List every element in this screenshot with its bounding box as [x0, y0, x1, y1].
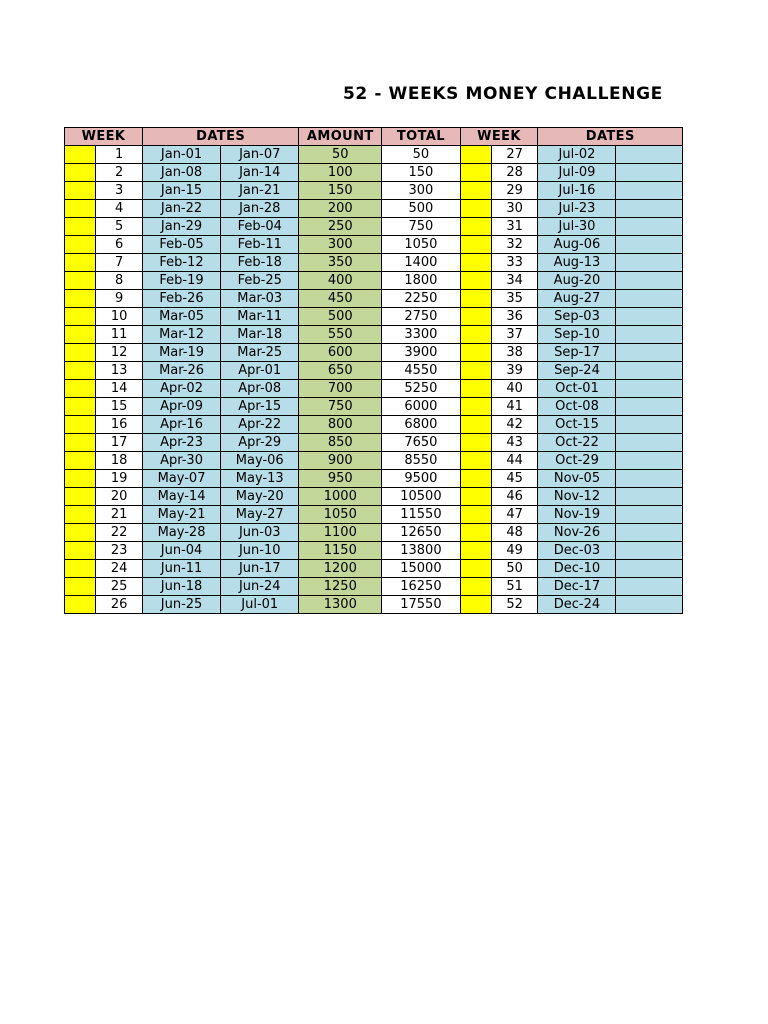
paid-checkbox-cell[interactable] [460, 200, 491, 218]
week-start-date-cell: Aug-06 [538, 236, 616, 254]
total-cell: 5250 [382, 380, 460, 398]
week-start-date-cell: Nov-19 [538, 506, 616, 524]
amount-cell: 250 [299, 218, 382, 236]
week-number-cell: 52 [491, 596, 538, 614]
week-end-date-cell [616, 434, 683, 452]
week-number-cell: 28 [491, 164, 538, 182]
week-start-date-cell: Dec-17 [538, 578, 616, 596]
week-start-date-cell: Jul-09 [538, 164, 616, 182]
total-cell: 6000 [382, 398, 460, 416]
week-number-cell: 50 [491, 560, 538, 578]
total-cell: 13800 [382, 542, 460, 560]
week-number-cell: 1 [96, 146, 143, 164]
paid-checkbox-cell[interactable] [460, 182, 491, 200]
week-start-date-cell: Oct-08 [538, 398, 616, 416]
week-number-cell: 16 [96, 416, 143, 434]
header-row [65, 128, 683, 146]
amount-cell: 550 [299, 326, 382, 344]
total-cell: 1400 [382, 254, 460, 272]
paid-checkbox-cell[interactable] [460, 344, 491, 362]
paid-checkbox-cell[interactable] [65, 290, 96, 308]
amount-cell: 1050 [299, 506, 382, 524]
amount-cell: 1000 [299, 488, 382, 506]
amount-cell: 500 [299, 308, 382, 326]
week-start-date-cell: Jan-08 [142, 164, 220, 182]
paid-checkbox-cell[interactable] [65, 326, 96, 344]
week-number-cell: 14 [96, 380, 143, 398]
header-total: TOTAL [382, 128, 460, 146]
total-cell: 750 [382, 218, 460, 236]
week-end-date-cell [616, 542, 683, 560]
amount-cell: 100 [299, 164, 382, 182]
total-cell: 4550 [382, 362, 460, 380]
week-start-date-cell: Jul-30 [538, 218, 616, 236]
week-start-date-cell: Jun-11 [142, 560, 220, 578]
paid-checkbox-cell[interactable] [460, 506, 491, 524]
week-number-cell: 3 [96, 182, 143, 200]
table-row [65, 434, 683, 452]
week-number-cell: 8 [96, 272, 143, 290]
table-row [65, 506, 683, 524]
week-number-cell: 4 [96, 200, 143, 218]
week-end-date-cell: Jan-14 [221, 164, 299, 182]
paid-checkbox-cell[interactable] [460, 452, 491, 470]
week-start-date-cell: Jan-01 [142, 146, 220, 164]
week-number-cell: 31 [491, 218, 538, 236]
week-end-date-cell: Jan-07 [221, 146, 299, 164]
week-end-date-cell: Feb-11 [221, 236, 299, 254]
week-number-cell: 17 [96, 434, 143, 452]
week-number-cell: 45 [491, 470, 538, 488]
paid-checkbox-cell[interactable] [460, 434, 491, 452]
paid-checkbox-cell[interactable] [460, 236, 491, 254]
table-row [65, 596, 683, 614]
week-start-date-cell: May-28 [142, 524, 220, 542]
amount-cell: 1100 [299, 524, 382, 542]
amount-cell: 800 [299, 416, 382, 434]
week-number-cell: 10 [96, 308, 143, 326]
week-start-date-cell: May-21 [142, 506, 220, 524]
amount-cell: 50 [299, 146, 382, 164]
paid-checkbox-cell[interactable] [460, 470, 491, 488]
week-start-date-cell: Jun-04 [142, 542, 220, 560]
week-number-cell: 49 [491, 542, 538, 560]
week-number-cell: 37 [491, 326, 538, 344]
week-end-date-cell [616, 200, 683, 218]
paid-checkbox-cell[interactable] [65, 524, 96, 542]
table-row [65, 290, 683, 308]
total-cell: 6800 [382, 416, 460, 434]
paid-checkbox-cell[interactable] [65, 578, 96, 596]
week-start-date-cell: Jan-22 [142, 200, 220, 218]
week-end-date-cell: Mar-25 [221, 344, 299, 362]
week-end-date-cell: May-06 [221, 452, 299, 470]
week-start-date-cell: Nov-26 [538, 524, 616, 542]
week-end-date-cell: Jul-01 [221, 596, 299, 614]
week-number-cell: 18 [96, 452, 143, 470]
amount-cell: 1200 [299, 560, 382, 578]
paid-checkbox-cell[interactable] [65, 200, 96, 218]
week-start-date-cell: Jan-29 [142, 218, 220, 236]
week-number-cell: 24 [96, 560, 143, 578]
week-start-date-cell: Sep-24 [538, 362, 616, 380]
week-end-date-cell: Apr-22 [221, 416, 299, 434]
week-end-date-cell: Jun-10 [221, 542, 299, 560]
week-end-date-cell: Feb-25 [221, 272, 299, 290]
week-end-date-cell [616, 218, 683, 236]
week-start-date-cell: Apr-02 [142, 380, 220, 398]
amount-cell: 850 [299, 434, 382, 452]
week-end-date-cell: Apr-08 [221, 380, 299, 398]
amount-cell: 650 [299, 362, 382, 380]
total-cell: 15000 [382, 560, 460, 578]
total-cell: 16250 [382, 578, 460, 596]
paid-checkbox-cell[interactable] [460, 398, 491, 416]
paid-checkbox-cell[interactable] [65, 560, 96, 578]
week-end-date-cell: Apr-15 [221, 398, 299, 416]
paid-checkbox-cell[interactable] [65, 470, 96, 488]
paid-checkbox-cell[interactable] [460, 308, 491, 326]
total-cell: 11550 [382, 506, 460, 524]
week-number-cell: 40 [491, 380, 538, 398]
total-cell: 50 [382, 146, 460, 164]
week-start-date-cell: Apr-23 [142, 434, 220, 452]
week-start-date-cell: Apr-09 [142, 398, 220, 416]
week-end-date-cell [616, 578, 683, 596]
paid-checkbox-cell[interactable] [65, 182, 96, 200]
week-start-date-cell: Jul-02 [538, 146, 616, 164]
total-cell: 17550 [382, 596, 460, 614]
table-row [65, 182, 683, 200]
week-number-cell: 36 [491, 308, 538, 326]
paid-checkbox-cell[interactable] [65, 596, 96, 614]
week-end-date-cell: Jan-21 [221, 182, 299, 200]
week-end-date-cell [616, 488, 683, 506]
week-start-date-cell: Feb-12 [142, 254, 220, 272]
week-start-date-cell: May-14 [142, 488, 220, 506]
week-number-cell: 21 [96, 506, 143, 524]
week-number-cell: 44 [491, 452, 538, 470]
week-start-date-cell: Sep-17 [538, 344, 616, 362]
week-number-cell: 26 [96, 596, 143, 614]
week-number-cell: 29 [491, 182, 538, 200]
week-start-date-cell: Jul-16 [538, 182, 616, 200]
total-cell: 300 [382, 182, 460, 200]
week-end-date-cell [616, 326, 683, 344]
week-end-date-cell [616, 236, 683, 254]
week-number-cell: 2 [96, 164, 143, 182]
amount-cell: 1300 [299, 596, 382, 614]
week-number-cell: 35 [491, 290, 538, 308]
week-start-date-cell: Apr-16 [142, 416, 220, 434]
week-number-cell: 7 [96, 254, 143, 272]
week-start-date-cell: Aug-13 [538, 254, 616, 272]
week-end-date-cell [616, 470, 683, 488]
table-row [65, 452, 683, 470]
week-end-date-cell [616, 560, 683, 578]
week-start-date-cell: Apr-30 [142, 452, 220, 470]
week-number-cell: 22 [96, 524, 143, 542]
paid-checkbox-cell[interactable] [65, 398, 96, 416]
week-start-date-cell: Mar-05 [142, 308, 220, 326]
week-end-date-cell: Mar-18 [221, 326, 299, 344]
total-cell: 8550 [382, 452, 460, 470]
week-end-date-cell [616, 398, 683, 416]
week-end-date-cell: Apr-29 [221, 434, 299, 452]
paid-checkbox-cell[interactable] [65, 254, 96, 272]
paid-checkbox-cell[interactable] [460, 164, 491, 182]
amount-cell: 350 [299, 254, 382, 272]
week-end-date-cell [616, 380, 683, 398]
table-row [65, 164, 683, 182]
week-number-cell: 39 [491, 362, 538, 380]
week-start-date-cell: Nov-12 [538, 488, 616, 506]
week-start-date-cell: Jul-23 [538, 200, 616, 218]
amount-cell: 200 [299, 200, 382, 218]
total-cell: 1050 [382, 236, 460, 254]
week-start-date-cell: Mar-26 [142, 362, 220, 380]
week-start-date-cell: Feb-05 [142, 236, 220, 254]
page-title: 52 - WEEKS MONEY CHALLENGE [343, 84, 663, 104]
table-row [65, 218, 683, 236]
week-number-cell: 12 [96, 344, 143, 362]
week-start-date-cell: Jun-25 [142, 596, 220, 614]
paid-checkbox-cell[interactable] [65, 218, 96, 236]
table-row [65, 326, 683, 344]
table-row [65, 380, 683, 398]
paid-checkbox-cell[interactable] [65, 236, 96, 254]
paid-checkbox-cell[interactable] [65, 416, 96, 434]
week-end-date-cell: Apr-01 [221, 362, 299, 380]
paid-checkbox-cell[interactable] [460, 254, 491, 272]
week-number-cell: 30 [491, 200, 538, 218]
paid-checkbox-cell[interactable] [460, 290, 491, 308]
week-end-date-cell [616, 506, 683, 524]
week-end-date-cell: Jun-24 [221, 578, 299, 596]
table-row [65, 578, 683, 596]
week-number-cell: 13 [96, 362, 143, 380]
total-cell: 12650 [382, 524, 460, 542]
week-start-date-cell: Oct-29 [538, 452, 616, 470]
week-end-date-cell [616, 308, 683, 326]
table-row [65, 146, 683, 164]
week-start-date-cell: Dec-03 [538, 542, 616, 560]
week-end-date-cell: Mar-03 [221, 290, 299, 308]
week-number-cell: 34 [491, 272, 538, 290]
week-end-date-cell: Feb-04 [221, 218, 299, 236]
week-number-cell: 32 [491, 236, 538, 254]
amount-cell: 900 [299, 452, 382, 470]
week-end-date-cell [616, 524, 683, 542]
amount-cell: 1250 [299, 578, 382, 596]
paid-checkbox-cell[interactable] [65, 344, 96, 362]
week-end-date-cell: Jun-03 [221, 524, 299, 542]
paid-checkbox-cell[interactable] [65, 380, 96, 398]
week-end-date-cell [616, 254, 683, 272]
week-number-cell: 6 [96, 236, 143, 254]
week-end-date-cell [616, 596, 683, 614]
week-number-cell: 43 [491, 434, 538, 452]
week-start-date-cell: Mar-12 [142, 326, 220, 344]
table-row [65, 308, 683, 326]
week-number-cell: 48 [491, 524, 538, 542]
week-start-date-cell: Sep-10 [538, 326, 616, 344]
paid-checkbox-cell[interactable] [460, 488, 491, 506]
table-row [65, 236, 683, 254]
paid-checkbox-cell[interactable] [65, 272, 96, 290]
week-start-date-cell: Aug-20 [538, 272, 616, 290]
table-row [65, 362, 683, 380]
paid-checkbox-cell[interactable] [460, 272, 491, 290]
week-start-date-cell: May-07 [142, 470, 220, 488]
week-number-cell: 20 [96, 488, 143, 506]
total-cell: 2250 [382, 290, 460, 308]
week-end-date-cell [616, 146, 683, 164]
header-week-second-half: WEEK [460, 128, 538, 146]
paid-checkbox-cell[interactable] [65, 308, 96, 326]
paid-checkbox-cell[interactable] [460, 542, 491, 560]
table-row [65, 254, 683, 272]
table-row [65, 272, 683, 290]
total-cell: 10500 [382, 488, 460, 506]
week-end-date-cell: Jan-28 [221, 200, 299, 218]
amount-cell: 450 [299, 290, 382, 308]
week-number-cell: 38 [491, 344, 538, 362]
paid-checkbox-cell[interactable] [460, 380, 491, 398]
week-number-cell: 27 [491, 146, 538, 164]
table-row [65, 542, 683, 560]
paid-checkbox-cell[interactable] [460, 560, 491, 578]
paid-checkbox-cell[interactable] [460, 362, 491, 380]
week-number-cell: 33 [491, 254, 538, 272]
header-dates: DATES [142, 128, 298, 146]
amount-cell: 300 [299, 236, 382, 254]
week-end-date-cell: May-27 [221, 506, 299, 524]
challenge-table-viewport [64, 127, 683, 621]
week-number-cell: 41 [491, 398, 538, 416]
week-start-date-cell: Oct-15 [538, 416, 616, 434]
paid-checkbox-cell[interactable] [65, 488, 96, 506]
week-start-date-cell: Oct-22 [538, 434, 616, 452]
header-dates-second-half: DATES [538, 128, 683, 146]
header-week: WEEK [65, 128, 143, 146]
table-row [65, 398, 683, 416]
total-cell: 3900 [382, 344, 460, 362]
week-end-date-cell: Feb-18 [221, 254, 299, 272]
week-start-date-cell: Jun-18 [142, 578, 220, 596]
paid-checkbox-cell[interactable] [65, 434, 96, 452]
paid-checkbox-cell[interactable] [460, 596, 491, 614]
paid-checkbox-cell[interactable] [460, 218, 491, 236]
paid-checkbox-cell[interactable] [460, 578, 491, 596]
week-start-date-cell: Dec-10 [538, 560, 616, 578]
total-cell: 150 [382, 164, 460, 182]
paid-checkbox-cell[interactable] [65, 542, 96, 560]
paid-checkbox-cell[interactable] [65, 452, 96, 470]
week-end-date-cell [616, 452, 683, 470]
table-row [65, 488, 683, 506]
week-end-date-cell [616, 290, 683, 308]
week-start-date-cell: Feb-26 [142, 290, 220, 308]
paid-checkbox-cell[interactable] [460, 524, 491, 542]
total-cell: 2750 [382, 308, 460, 326]
week-start-date-cell: Aug-27 [538, 290, 616, 308]
week-end-date-cell: Mar-11 [221, 308, 299, 326]
paid-checkbox-cell[interactable] [65, 506, 96, 524]
table-row [65, 416, 683, 434]
week-end-date-cell: May-13 [221, 470, 299, 488]
week-start-date-cell: Sep-03 [538, 308, 616, 326]
challenge-table [64, 127, 683, 614]
week-number-cell: 46 [491, 488, 538, 506]
week-end-date-cell [616, 362, 683, 380]
table-row [65, 560, 683, 578]
total-cell: 7650 [382, 434, 460, 452]
table-row [65, 344, 683, 362]
table-row [65, 200, 683, 218]
week-start-date-cell: Dec-24 [538, 596, 616, 614]
week-number-cell: 11 [96, 326, 143, 344]
total-cell: 1800 [382, 272, 460, 290]
week-end-date-cell [616, 164, 683, 182]
week-number-cell: 5 [96, 218, 143, 236]
week-number-cell: 23 [96, 542, 143, 560]
week-end-date-cell [616, 416, 683, 434]
week-end-date-cell [616, 344, 683, 362]
paid-checkbox-cell[interactable] [65, 146, 96, 164]
total-cell: 9500 [382, 470, 460, 488]
week-number-cell: 9 [96, 290, 143, 308]
paid-checkbox-cell[interactable] [65, 362, 96, 380]
table-row [65, 524, 683, 542]
week-number-cell: 47 [491, 506, 538, 524]
amount-cell: 400 [299, 272, 382, 290]
paid-checkbox-cell[interactable] [65, 164, 96, 182]
week-number-cell: 19 [96, 470, 143, 488]
header-amount: AMOUNT [299, 128, 382, 146]
amount-cell: 700 [299, 380, 382, 398]
week-start-date-cell: Jan-15 [142, 182, 220, 200]
amount-cell: 150 [299, 182, 382, 200]
week-start-date-cell: Mar-19 [142, 344, 220, 362]
amount-cell: 600 [299, 344, 382, 362]
week-start-date-cell: Oct-01 [538, 380, 616, 398]
total-cell: 3300 [382, 326, 460, 344]
week-number-cell: 25 [96, 578, 143, 596]
amount-cell: 950 [299, 470, 382, 488]
paid-checkbox-cell[interactable] [460, 146, 491, 164]
week-end-date-cell [616, 182, 683, 200]
week-number-cell: 51 [491, 578, 538, 596]
week-number-cell: 42 [491, 416, 538, 434]
week-start-date-cell: Nov-05 [538, 470, 616, 488]
amount-cell: 750 [299, 398, 382, 416]
week-start-date-cell: Feb-19 [142, 272, 220, 290]
total-cell: 500 [382, 200, 460, 218]
paid-checkbox-cell[interactable] [460, 326, 491, 344]
amount-cell: 1150 [299, 542, 382, 560]
paid-checkbox-cell[interactable] [460, 416, 491, 434]
week-end-date-cell [616, 272, 683, 290]
week-number-cell: 15 [96, 398, 143, 416]
week-end-date-cell: Jun-17 [221, 560, 299, 578]
table-row [65, 470, 683, 488]
week-end-date-cell: May-20 [221, 488, 299, 506]
